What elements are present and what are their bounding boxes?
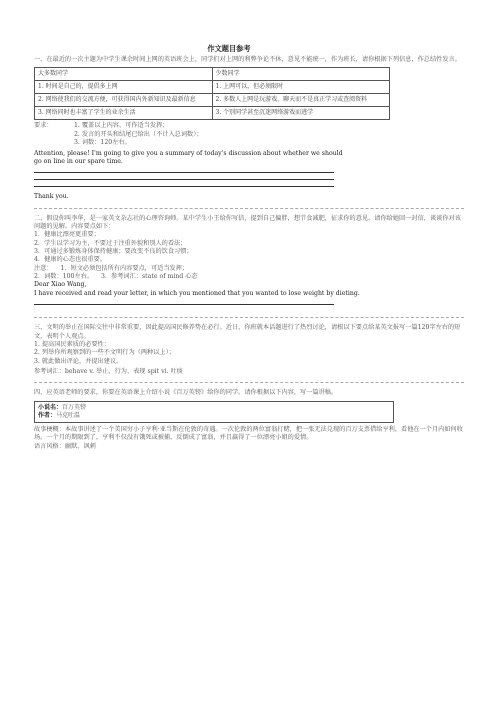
point-item: 1. 提高国民素质的必要性； [34, 340, 110, 348]
novel-info-table [34, 401, 394, 423]
novel-name-label: 小说名： [38, 403, 63, 411]
table-row [35, 81, 390, 94]
table-header-majority: 大多数同学 [35, 68, 213, 81]
point-item: 2．学生以学习为主，不要过于注重外貌和别人的看法； [34, 239, 187, 247]
point-item: 1．健康比漂亮更重要； [34, 231, 100, 239]
point-item: 2. 列举你所观察到的一些不文明行为（两种以上）； [34, 349, 175, 357]
plot-summary: 故事梗概：本故事讲述了一个美国穷小子亨利·亚当斯在伦敦的奇遇。一次伦敦的两位富翁打赌，把一张无法兑现的百万支票借给亨利，看他在一个月内如何收场。一个月的期限到了，亨利不仅没有饿死或被捕，反倒成了富翁，并且赢得了一位漂亮小姐的爱情。 [34, 425, 463, 442]
requirement-item: 2. 发言的开头和结尾已给出（不计入总词数）； [74, 130, 203, 138]
table-cell: 1. 上网可以，但必须限时 [212, 81, 390, 94]
language-style: 语言风格：幽默、讽刺 [34, 442, 96, 450]
section3-intro: 三、文明的举止在国际交往中非常重要，因此提高国民修养势在必行。近日，你班就本话题进行了热烈讨论，请根以下要点给某英文报写一篇120字左右的短文，表明个人观点。 [34, 324, 461, 340]
table-cell: 2. 多数人上网是玩游戏、聊天而不是真正学习或查阅资料 [212, 94, 390, 107]
point-item: 3．可通过多锻炼身体保持健康；要改变不良的饮食习惯； [34, 248, 193, 256]
requirement-item: 1. 覆盖以上内容，可作适当发挥； [74, 122, 169, 130]
vocabulary-note: 参考词汇：behave v. 举止、行为、表现 spit vi. 吐痰 [34, 368, 183, 375]
table-row [35, 401, 394, 422]
comparison-table [34, 67, 390, 120]
writing-lines [34, 304, 334, 305]
section-divider [34, 208, 464, 209]
note-item: 1．短文必须包括所有内容要点，可适当发挥； [60, 264, 189, 272]
writing-lines [34, 172, 334, 187]
requirements-label: 要求： [34, 122, 53, 130]
notes-label: 注意： [34, 264, 53, 272]
page-title: 作文题目参考 [207, 44, 251, 53]
author-value: 马克吐温 [56, 411, 81, 419]
table-row [35, 107, 390, 120]
author-label: 作者： [38, 411, 57, 419]
section1-intro: 一、在最近的一次主题为中学生课余时间上网的英语班会上，同学们对上网的利弊争论不休，意见不能统一，作为班长，请你根据下列信息，作总结性发言。 [34, 55, 461, 63]
table-cell: 2. 网络使我们的交流方便，可获得国内外新知识及最新信息 [35, 94, 213, 107]
point-item: 4．健康的心态也很重要。 [34, 256, 106, 264]
table-header-minority: 少数同学 [212, 68, 390, 81]
section-divider [34, 317, 464, 318]
notes-line-1 [34, 265, 464, 273]
speech-closing: Thank you. [34, 193, 69, 201]
table-header-row [35, 68, 390, 81]
point-item: 3. 就此做出评论，并提出建议。 [34, 357, 123, 365]
table-cell: 3. 个别同学甚至沉迷网络游戏而逃学 [212, 107, 390, 120]
table-cell: 3. 网络同时也丰富了学生的业余生活 [35, 107, 213, 120]
novel-name-value: 百万英镑 [62, 403, 87, 411]
letter-opening: I have received and read your letter, in which you mentioned that you wanted to lose weight by dieting. [34, 289, 360, 297]
novel-name-cell [35, 401, 394, 422]
table-row [35, 94, 390, 107]
speech-opening: Attention, please! I'm going to give you a summary of today's discussion about whether we should go on line in our spare time. [34, 149, 343, 165]
note-item: 2．词数：100左右。 [34, 273, 94, 281]
letter-salutation: Dear Xiao Wang, [34, 281, 87, 289]
section4-intro: 四、应英语老师的要求，你要在英语课上介绍小说《百万英镑》给你的同学。请你根据以下内容，写一篇讲稿。 [34, 389, 338, 397]
section2-intro: 二、假设你叫李华，是一家英文杂志社的心理咨询师。某中学生小王给你写信，提到自己偏胖，想节食减肥，征求你的意见。请你给她回一封信，谈谈你对该问题的见解。内容要点如下： [34, 214, 461, 230]
note-item: 3．参考词汇：state of mind 心态 [100, 273, 198, 281]
document-page [34, 44, 464, 451]
table-cell: 1. 时间是自己的，提倡多上网 [35, 81, 213, 94]
requirements [34, 122, 464, 147]
notes-line-2 [34, 273, 464, 281]
section-divider [34, 382, 464, 383]
requirement-item: 3. 词数：120左右。 [74, 139, 131, 147]
